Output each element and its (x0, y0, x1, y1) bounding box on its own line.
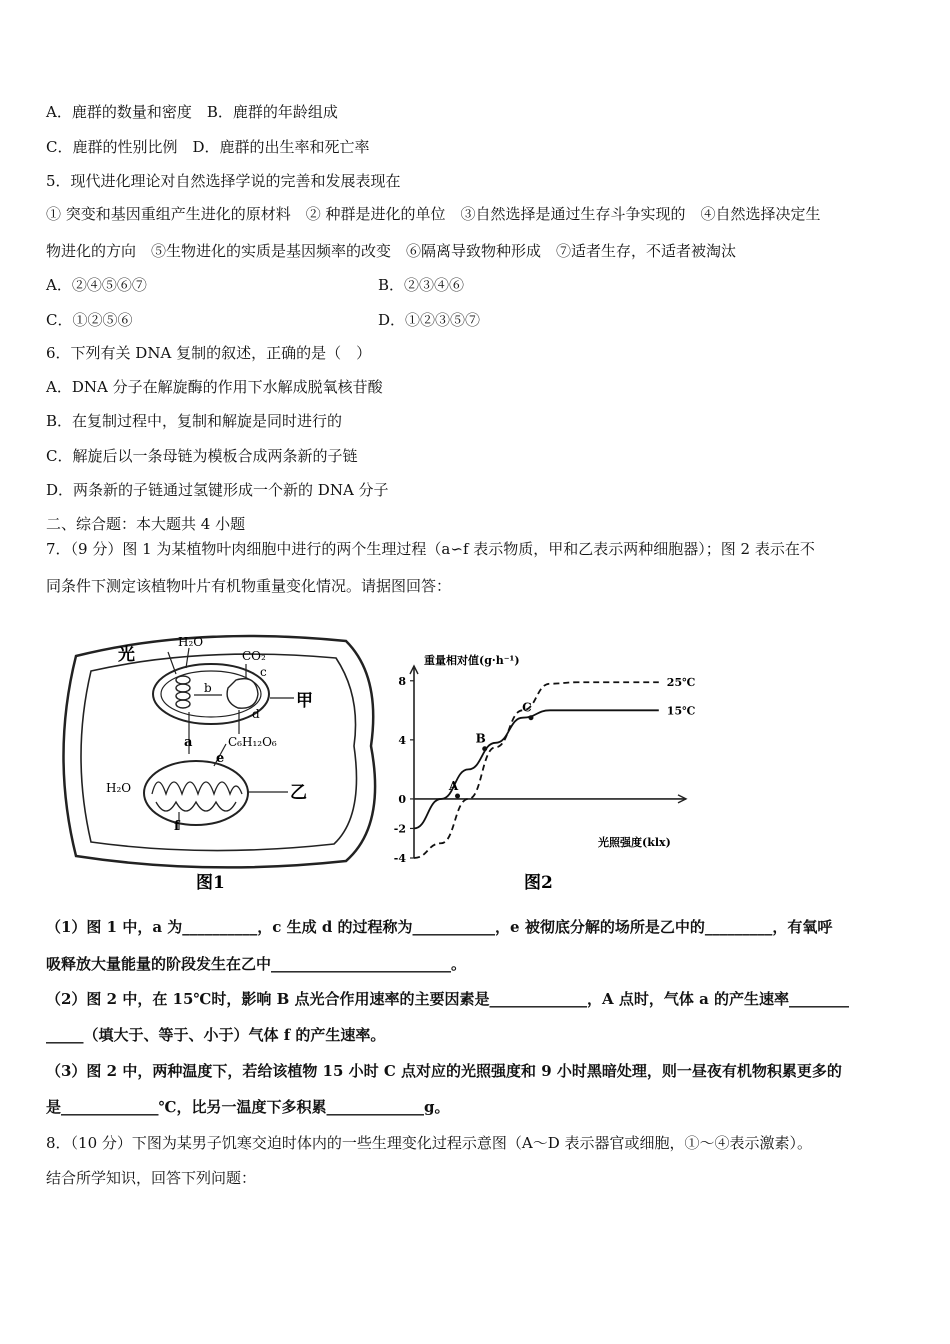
q7-figures-svg (46, 606, 710, 896)
q7-part3-line1: （3）图 2 中，两种温度下，若给该植物 15 小时 C 点对应的光照强度和 9 小时黑暗处理，则一昼夜有机物积累更多的 (46, 1062, 842, 1080)
point-a-label: A (448, 778, 459, 793)
q5-option-a: A．②④⑤⑥⑦ (46, 276, 147, 294)
mitochondrion-yi (144, 761, 248, 825)
q4-options-ab: A．鹿群的数量和密度 B．鹿群的年龄组成 (46, 103, 338, 121)
section-heading: 二、综合题：本大题共 4 小题 (46, 515, 246, 533)
calvin-cycle-icon (227, 679, 258, 709)
point-b-label: B (475, 731, 486, 746)
label-yi: 乙 (290, 783, 307, 803)
point-c-marker (528, 715, 533, 720)
label-c6h12o6: C₆H₁₂O₆ (228, 735, 277, 749)
q8-stem-line1: 8．（10 分）下图为某男子饥寒交迫时体内的一些生理变化过程示意图（A～D 表示器官或细胞，①～④表示激素）。 (46, 1134, 813, 1152)
q5-option-d: D．①②③⑤⑦ (378, 311, 481, 329)
q6-option-d: D．两条新的子链通过氢键形成一个新的 DNA 分子 (46, 481, 389, 499)
q5-stem: 5．现代进化理论对自然选择学说的完善和发展表现在 (46, 172, 401, 190)
q8-stem-line2: 结合所学知识，回答下列问题： (46, 1169, 257, 1187)
label-c: c (260, 665, 267, 679)
label-a: a (184, 735, 193, 750)
q7-part1-line2: 吸释放大量能量的阶段发生在乙中________________________。 (46, 955, 467, 973)
q7-part2-line1: （2）图 2 中，在 15℃时，影响 B 点光合作用速率的主要因素是_____________，A 点时，气体 a 的产生速率________ (46, 990, 850, 1008)
q5-items-line2: 物进化的方向 ⑤生物进化的实质是基因频率的改变 ⑥隔离导致物种形成 ⑦适者生存，不适者被淘汰 (46, 242, 737, 260)
q7-part2-line2: _____（填大于、等于、小于）气体 f 的产生速率。 (46, 1026, 386, 1044)
q7-stem-line1: 7．（9 分）图 1 为某植物叶肉细胞中进行的两个生理过程（a∽f 表示物质，甲和乙表示两种细胞器）；图 2 表示在不 (46, 540, 815, 558)
label-h2o-left: H₂O (106, 781, 132, 795)
label-co2: CO₂ (242, 649, 266, 663)
label-d: d (252, 707, 260, 721)
q5-items-line1: ① 突变和基因重组产生进化的原材料 ② 种群是进化的单位 ③自然选择是通过生存斗争实现的 ④自然选择决定生 (46, 205, 821, 223)
y-tick-label: -2 (393, 822, 406, 836)
q7-part1-line1: （1）图 1 中，a 为__________，c 生成 d 的过程称为___________，e 被彻底分解的场所是乙中的_________，有氧呼 (46, 918, 833, 936)
q6-option-a: A．DNA 分子在解旋酶的作用下水解成脱氧核苷酸 (46, 378, 383, 396)
label-jia: 甲 (296, 691, 313, 711)
grana-stack-icon (176, 676, 190, 708)
point-c-label: C (522, 700, 532, 715)
q4-options-cd: C．鹿群的性别比例 D．鹿群的出生率和死亡率 (46, 138, 370, 156)
label-h2o-top: H₂O (178, 635, 204, 649)
q5-option-c: C．①②⑤⑥ (46, 311, 133, 329)
y-tick-label: -4 (393, 852, 406, 865)
y-tick-label: 4 (398, 733, 406, 747)
q7-part3-line2: 是_____________℃，比另一温度下多积累_____________g。 (46, 1098, 450, 1116)
y-tick-label: 0 (398, 792, 406, 806)
label-light: 光 (118, 645, 135, 665)
series-label-15c: 15℃ (666, 704, 696, 718)
figure1-caption: 图1 (196, 873, 225, 893)
label-f: f (174, 819, 180, 834)
figure2-xlabel: 光照强度(klx) (598, 836, 671, 849)
label-e: e (216, 751, 225, 766)
q7-figures (46, 606, 710, 896)
series-line-15c (414, 710, 659, 828)
y-tick-label: 8 (398, 674, 406, 688)
q6-option-c: C．解旋后以一条母链为模板合成两条新的子链 (46, 447, 358, 465)
q5-option-b: B．②③④⑥ (378, 276, 465, 294)
cristae (152, 782, 242, 811)
point-a-marker (455, 793, 460, 798)
label-b: b (204, 681, 212, 695)
q6-stem: 6．下列有关 DNA 复制的叙述，正确的是（ ） (46, 344, 372, 362)
figure2-caption: 图2 (524, 873, 553, 893)
series-line-25c (414, 682, 659, 858)
series-label-25c: 25℃ (666, 676, 696, 690)
q6-option-b: B．在复制过程中，复制和解旋是同时进行的 (46, 412, 343, 430)
q7-stem-line2: 同条件下测定该植物叶片有机物重量变化情况。请据图回答： (46, 577, 452, 595)
point-b-marker (482, 746, 487, 751)
figure2-ylabel: 重量相对值(g·h⁻¹) (424, 654, 520, 667)
